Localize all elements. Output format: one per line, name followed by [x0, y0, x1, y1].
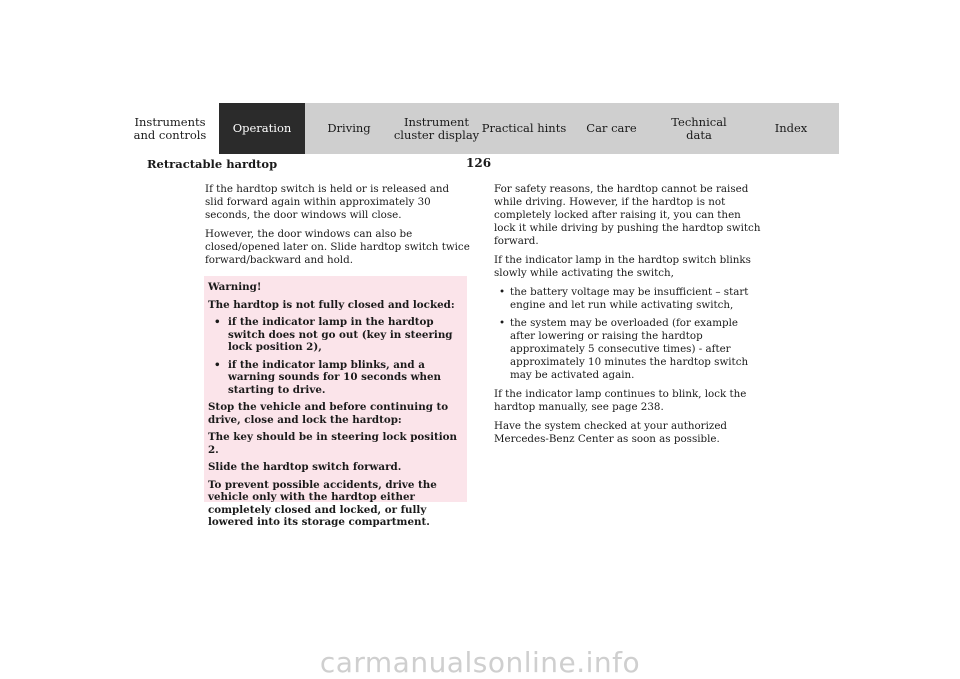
- warning-paragraph: Slide the hardtop switch forward.: [208, 461, 402, 473]
- condition-list: [494, 286, 764, 382]
- list-item: • if the indicator lamp blinks, and a warning sounds for 10 seconds when starting to drive.: [214, 358, 442, 396]
- tab-practical-hints[interactable]: Practical hints: [480, 103, 568, 154]
- tab-technical-data[interactable]: Technical data: [655, 103, 743, 154]
- paragraph: If the indicator lamp continues to blink, lock the hardtop manually, see page 238.: [494, 388, 747, 413]
- chapter-tab-bar: [121, 103, 839, 154]
- bullet-icon: •: [499, 317, 506, 329]
- tab-instruments-and-controls[interactable]: Instruments and controls: [121, 103, 219, 154]
- list-item: • the battery voltage may be insufficient – start engine and let run while activating switch,: [499, 286, 749, 311]
- left-column: [205, 183, 470, 273]
- bullet-icon: •: [214, 358, 221, 371]
- paragraph: For safety reasons, the hardtop cannot be raised while driving. However, if the hardtop is not completely locked after raising it, you can then lock it while driving by pushing the hardtop switch forward.: [494, 183, 761, 247]
- paragraph: Have the system checked at your authorized Mercedes-Benz Center as soon as possible.: [494, 420, 728, 445]
- list-item: • if the indicator lamp in the hardtop switch does not go out (key in steering lock position 2),: [214, 316, 453, 353]
- tab-car-care[interactable]: Car care: [568, 103, 655, 154]
- watermark: carmanualsonline.info: [319, 646, 641, 679]
- tab-instrument-cluster-display[interactable]: Instrument cluster display: [393, 103, 480, 154]
- warning-intro: The hardtop is not fully closed and locked:: [208, 298, 455, 311]
- paragraph: If the indicator lamp in the hardtop switch blinks slowly while activating the switch,: [494, 254, 751, 279]
- page-number: 126: [466, 156, 492, 170]
- warning-paragraph: The key should be in steering lock position 2.: [208, 431, 458, 456]
- list-item: • the system may be overloaded (for example after lowering or raising the hardtop approximately 5 consecutive times) - after approximately 10 minutes the hardtop switch may be activated again.: [499, 317, 749, 381]
- paragraph: However, the door windows can also be closed/opened later on. Slide hardtop switch twice forward/backward and hold.: [205, 228, 470, 266]
- tab-index[interactable]: Index: [743, 103, 839, 154]
- warning-list: [208, 316, 463, 396]
- warning-paragraph: To prevent possible accidents, drive the vehicle only with the hardtop either completely closed and locked, or fully lowered into its storage compartment.: [208, 478, 437, 528]
- bullet-icon: •: [214, 316, 221, 328]
- tab-driving[interactable]: Driving: [305, 103, 393, 154]
- warning-paragraph: Stop the vehicle and before continuing to drive, close and lock the hardtop:: [208, 401, 449, 426]
- warning-box: [204, 276, 467, 528]
- right-column: [494, 183, 764, 452]
- section-title: Retractable hardtop: [147, 157, 278, 171]
- bullet-icon: •: [499, 286, 506, 298]
- tab-operation[interactable]: Operation: [219, 103, 305, 154]
- paragraph: If the hardtop switch is held or is released and slid forward again within approximately 30 seconds, the door windows will close.: [205, 183, 450, 221]
- warning-title: Warning!: [208, 281, 262, 293]
